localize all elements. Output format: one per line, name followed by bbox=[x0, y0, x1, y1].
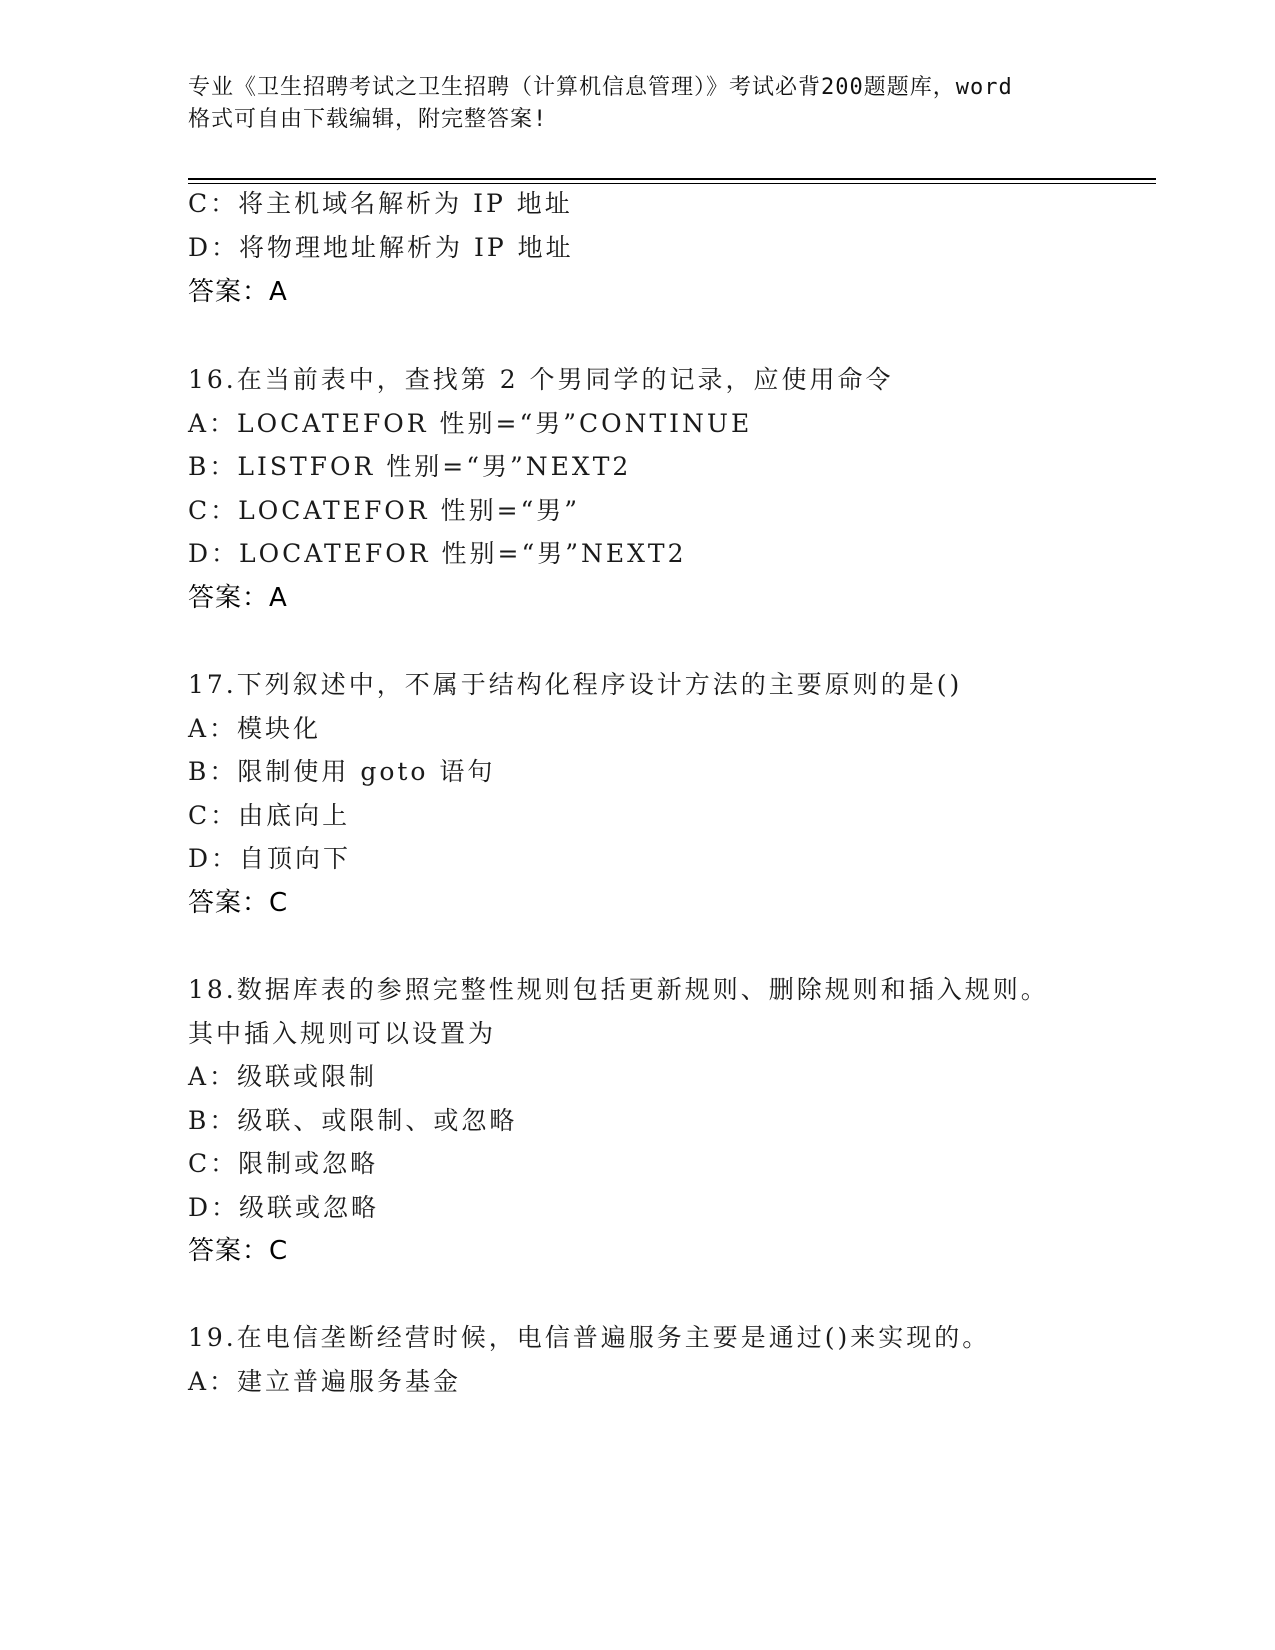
q18-option-c: C：限制或忽略 bbox=[188, 1149, 379, 1178]
q18-option-d: D：级联或忽略 bbox=[188, 1193, 380, 1222]
document-header bbox=[188, 72, 1088, 136]
q17-option-d: D：自顶向下 bbox=[188, 844, 352, 873]
q17-option-b: B：限制使用 goto 语句 bbox=[188, 757, 496, 786]
q17-answer: 答案：C bbox=[188, 888, 289, 918]
q15-answer: 答案：A bbox=[188, 277, 288, 307]
q18-stem-line-2: 其中插入规则可以设置为 bbox=[188, 1019, 497, 1048]
q15-option-d: D：将物理地址解析为 IP 地址 bbox=[188, 233, 574, 262]
q16-option-d: D：LOCATEFOR 性别=“男”NEXT2 bbox=[188, 539, 687, 568]
q17-option-a: A：模块化 bbox=[188, 714, 322, 743]
q16-option-b: B：LISTFOR 性别=“男”NEXT2 bbox=[188, 452, 632, 481]
q16-option-c: C：LOCATEFOR 性别=“男” bbox=[188, 496, 581, 525]
header-divider-thin bbox=[188, 183, 1156, 184]
q19-stem: 19.在电信垄断经营时候，电信普遍服务主要是通过()来实现的。 bbox=[188, 1323, 991, 1352]
q16-answer: 答案：A bbox=[188, 583, 288, 613]
header-divider-thick bbox=[188, 178, 1156, 180]
q16-stem: 16.在当前表中，查找第 2 个男同学的记录，应使用命令 bbox=[188, 365, 894, 394]
q16-option-a: A：LOCATEFOR 性别=“男”CONTINUE bbox=[188, 409, 753, 438]
q18-stem-line-1: 18.数据库表的参照完整性规则包括更新规则、删除规则和插入规则。 bbox=[188, 975, 1049, 1004]
q19-option-a: A：建立普遍服务基金 bbox=[188, 1367, 462, 1396]
q15-option-c: C：将主机域名解析为 IP 地址 bbox=[188, 189, 573, 218]
header-line-2: 格式可自由下载编辑，附完整答案! bbox=[188, 107, 548, 132]
q17-stem: 17.下列叙述中，不属于结构化程序设计方法的主要原则的是() bbox=[188, 670, 963, 699]
q18-option-a: A：级联或限制 bbox=[188, 1062, 378, 1091]
q18-option-b: B：级联、或限制、或忽略 bbox=[188, 1106, 518, 1135]
q18-answer: 答案：C bbox=[188, 1236, 289, 1266]
q17-option-c: C：由底向上 bbox=[188, 801, 351, 830]
header-line-1: 专业《卫生招聘考试之卫生招聘（计算机信息管理）》考试必背200题题库，word bbox=[188, 75, 1013, 100]
